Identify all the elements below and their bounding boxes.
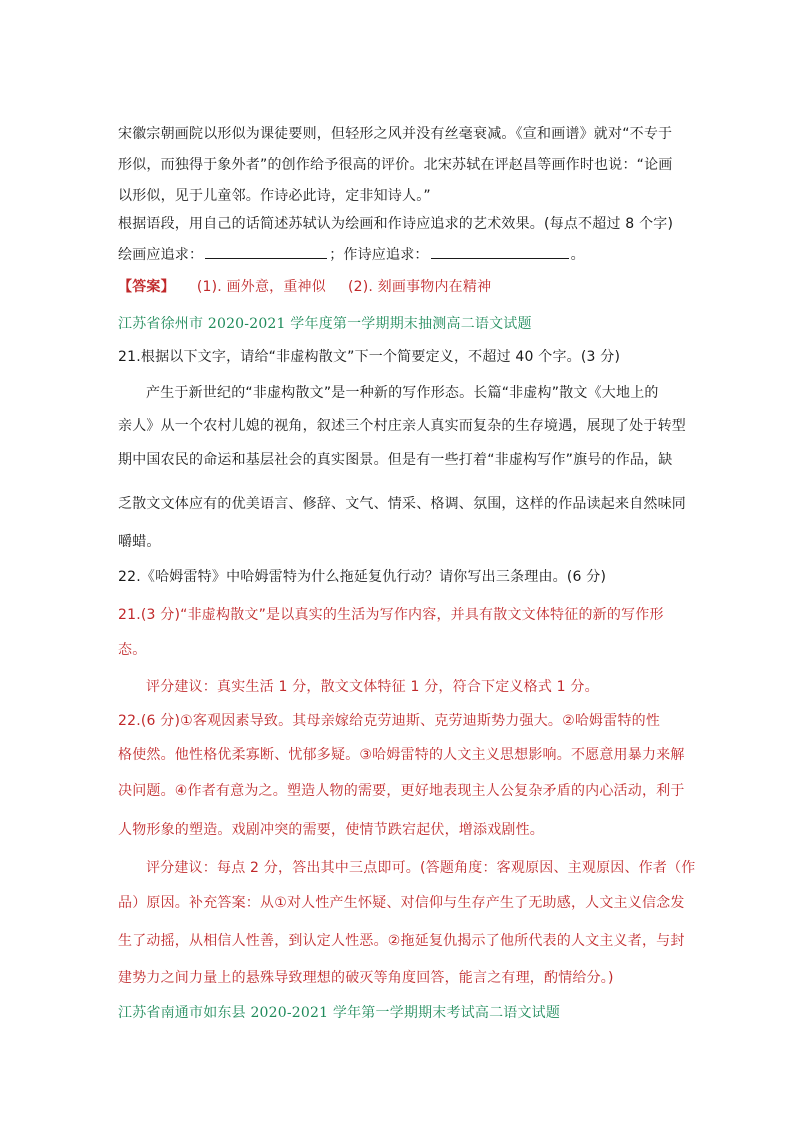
passage-line-2: 形似，而独得于象外者”的创作给予很高的评价。北宋苏轼在评赵昌等画作时也说：“论画 bbox=[118, 157, 673, 173]
a21-line-2: 态。 bbox=[118, 642, 147, 658]
q21-text-line-4: 乏散文文体应有的优美语言、修辞、文气、情采、格调、氛围，这样的作品读起来自然味同 bbox=[118, 496, 686, 512]
source-heading-1: 江苏省徐州市 2020-2021 学年度第一学期期末抽测高二语文试题 bbox=[118, 316, 532, 332]
passage-line-3: 以形似，见于儿童邻。作诗必此诗，定非知诗人。” bbox=[118, 188, 431, 204]
q21-text-line-1: 产生于新世纪的“非虚构散文”是一种新的写作形态。长篇“非虚构”散文《大地上的 bbox=[146, 385, 659, 401]
source-heading-2: 江苏省南通市如东县 2020-2021 学年第一学期期末考试高二语文试题 bbox=[118, 1005, 561, 1021]
answer-tag: 【答案】 bbox=[118, 279, 175, 295]
passage-line-1: 宋徽宗朝画院以形似为课徒要则，但轻形之风并没有丝毫衰减。《宣和画谱》就对“不专于 bbox=[118, 126, 673, 142]
fill-in-line bbox=[118, 244, 585, 265]
fill-end: 。 bbox=[570, 247, 585, 263]
fill-label-poetry: ；作诗应追求： bbox=[329, 247, 429, 263]
q21-text-line-2: 亲人》从一个农村儿媳的视角，叙述三个村庄亲人真实而复杂的生存境遇，展现了处于转型 bbox=[118, 418, 686, 434]
q22-prompt: 22.《哈姆雷特》中哈姆雷特为什么拖延复仇行动？请你写出三条理由。(6 分) bbox=[118, 569, 607, 585]
a22-scoring-line-1: 评分建议：每点 2 分，答出其中三点即可。(答题角度：客观原因、主观原因、作者（作 bbox=[146, 860, 696, 876]
a21-scoring: 评分建议：真实生活 1 分，散文文体特征 1 分，符合下定义格式 1 分。 bbox=[146, 679, 599, 695]
q21-text-line-5: 嚼蜡。 bbox=[118, 534, 161, 550]
a22-line-4: 人物形象的塑造。戏剧冲突的需要，使情节跌宕起伏，增添戏剧性。 bbox=[118, 822, 544, 838]
answer-blank-poetry[interactable] bbox=[431, 244, 569, 259]
fill-label-painting: 绘画应追求： bbox=[118, 247, 204, 263]
answer-item-1: (1). 画外意，重神似 bbox=[196, 279, 326, 295]
a22-scoring-line-4: 建势力之间力量上的悬殊导致理想的破灭等角度回答，能言之有理，酌情给分。) bbox=[118, 970, 614, 986]
a22-scoring-line-2: 品）原因。补充答案：从①对人性产生怀疑、对信仰与生存产生了无助感，人文主义信念发 bbox=[118, 895, 685, 911]
q21-prompt: 21.根据以下文字，请给“非虚构散文”下一个简要定义，不超过 40 个字。(3 分) bbox=[118, 349, 621, 365]
a22-scoring-line-3: 生了动摇，从相信人性善，到认定人性恶。②拖延复仇揭示了他所代表的人文主义者，与封 bbox=[118, 933, 685, 949]
a22-line-2: 格使然。他性格优柔寡断、忧郁多疑。③哈姆雷特的人文主义思想影响。不愿意用暴力来解 bbox=[118, 747, 685, 763]
q21-text-line-3: 期中国农民的命运和基层社会的真实图景。但是有一些打着“非虚构写作”旗号的作品，缺 bbox=[118, 452, 673, 468]
a22-line-3: 决问题。④作者有意为之。塑造人物的需要，更好地表现主人公复杂矛盾的内心活动，利于 bbox=[118, 783, 685, 799]
a22-line-1: 22.(6 分)①客观因素导致。其母亲嫁给克劳迪斯、克劳迪斯势力强大。②哈姆雷特的性 bbox=[118, 713, 661, 729]
question-prompt: 根据语段，用自己的话简述苏轼认为绘画和作诗应追求的艺术效果。(每点不超过 8 个字) bbox=[118, 216, 674, 232]
answer-blank-painting[interactable] bbox=[205, 244, 327, 259]
a21-line-1: 21.(3 分)“非虚构散文”是以真实的生活为写作内容，并具有散文文体特征的新的写作形 bbox=[118, 607, 664, 623]
answer-line bbox=[118, 277, 491, 297]
answer-item-2: (2). 刻画事物内在精神 bbox=[347, 279, 492, 295]
